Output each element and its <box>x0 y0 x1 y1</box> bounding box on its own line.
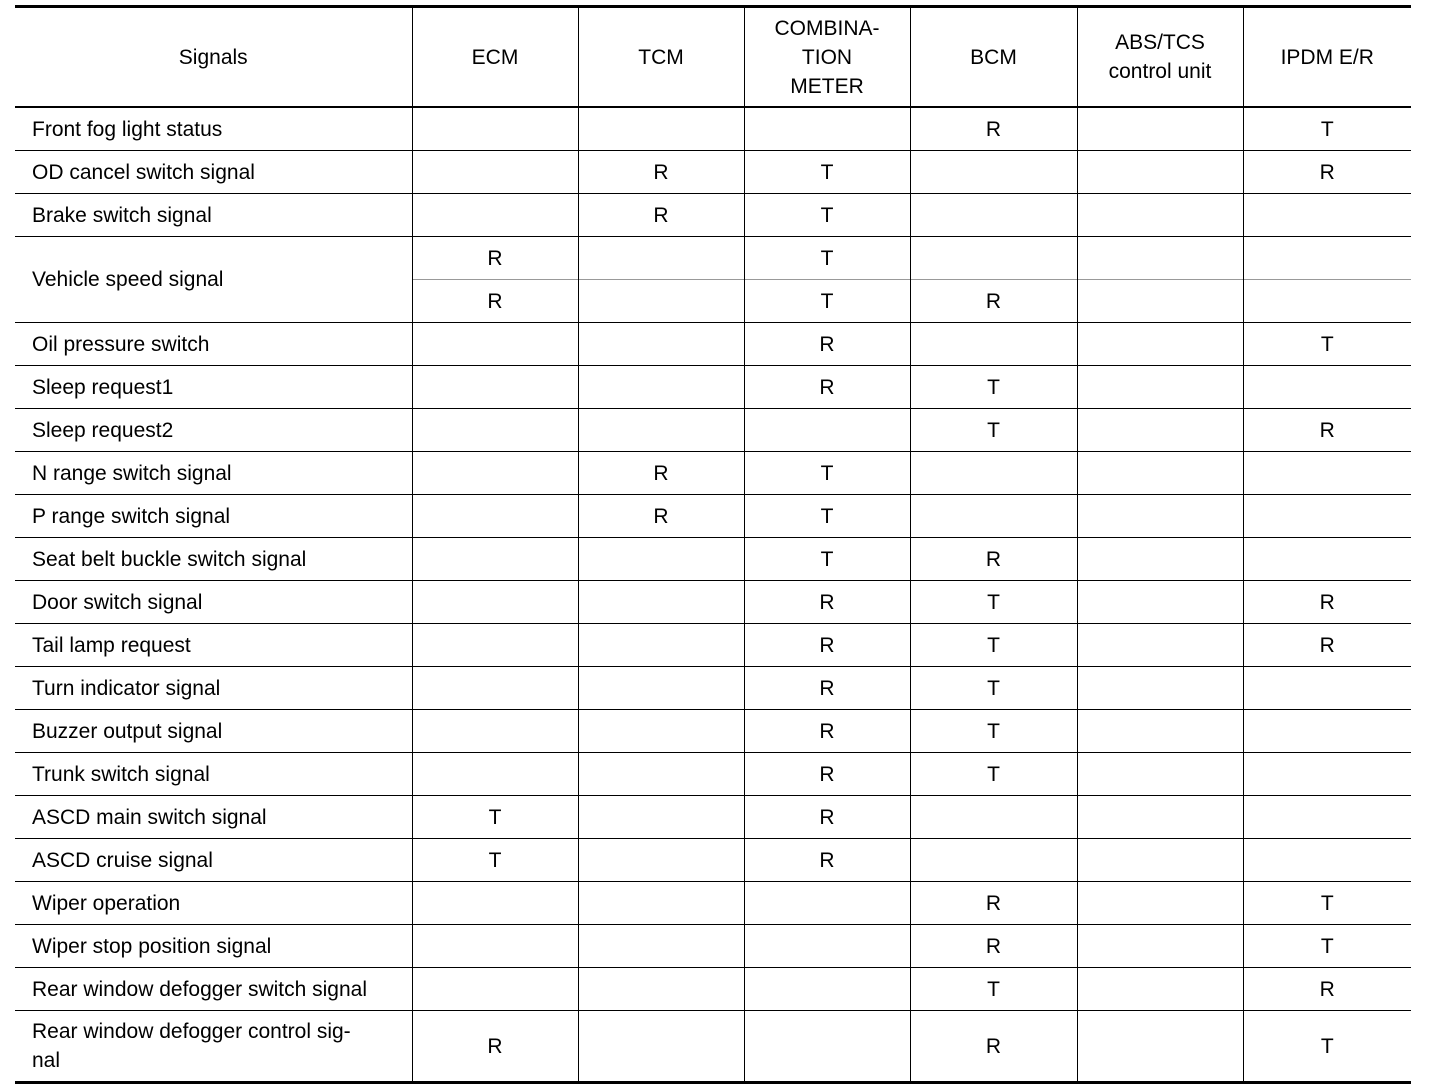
cell-tcm <box>578 882 744 925</box>
cell-ecm <box>412 925 578 968</box>
cell-meter <box>744 107 910 151</box>
signal-name-cell: Seat belt buckle switch signal <box>15 538 412 581</box>
cell-ipdm: T <box>1243 323 1411 366</box>
cell-abs <box>1077 710 1243 753</box>
signal-name-cell: P range switch signal <box>15 495 412 538</box>
cell-ecm <box>412 581 578 624</box>
signal-name-cell: Door switch signal <box>15 581 412 624</box>
signal-name-cell: Buzzer output signal <box>15 710 412 753</box>
cell-abs <box>1077 107 1243 151</box>
signal-name-cell <box>15 1011 412 1083</box>
table-row <box>15 968 1411 1011</box>
cell-ipdm <box>1243 194 1411 237</box>
cell-abs <box>1077 366 1243 409</box>
cell-abs <box>1077 280 1243 323</box>
cell-ipdm: T <box>1243 925 1411 968</box>
header-ipdm: IPDM E/R <box>1243 7 1411 108</box>
cell-ipdm <box>1243 452 1411 495</box>
cell-abs <box>1077 581 1243 624</box>
cell-bcm: R <box>910 925 1077 968</box>
table-row <box>15 107 1411 151</box>
cell-ipdm <box>1243 280 1411 323</box>
signal-name-cell: Wiper stop position signal <box>15 925 412 968</box>
cell-ipdm: R <box>1243 968 1411 1011</box>
cell-ipdm: T <box>1243 107 1411 151</box>
signal-name-cell: Sleep request2 <box>15 409 412 452</box>
signal-name-cell: Sleep request1 <box>15 366 412 409</box>
cell-tcm <box>578 667 744 710</box>
table-row <box>15 237 1411 280</box>
signal-name-cell: Tail lamp request <box>15 624 412 667</box>
cell-abs <box>1077 753 1243 796</box>
cell-abs <box>1077 538 1243 581</box>
table-row <box>15 925 1411 968</box>
cell-bcm: R <box>910 280 1077 323</box>
cell-ecm <box>412 194 578 237</box>
cell-abs <box>1077 452 1243 495</box>
cell-tcm <box>578 581 744 624</box>
signal-name-cell: Vehicle speed signal <box>15 237 412 323</box>
cell-meter <box>744 925 910 968</box>
table-row <box>15 581 1411 624</box>
cell-ipdm: R <box>1243 624 1411 667</box>
cell-ecm: R <box>412 1011 578 1083</box>
cell-tcm <box>578 753 744 796</box>
table-row <box>15 667 1411 710</box>
signal-name-cell: ASCD main switch signal <box>15 796 412 839</box>
cell-bcm <box>910 151 1077 194</box>
cell-bcm <box>910 495 1077 538</box>
cell-meter: T <box>744 151 910 194</box>
cell-tcm: R <box>578 495 744 538</box>
cell-bcm: T <box>910 624 1077 667</box>
cell-abs <box>1077 796 1243 839</box>
cell-bcm: T <box>910 409 1077 452</box>
cell-meter: R <box>744 839 910 882</box>
table-row <box>15 796 1411 839</box>
header-row <box>15 7 1411 108</box>
cell-tcm <box>578 968 744 1011</box>
header-combination-meter: COMBINA- TION METER <box>744 7 910 108</box>
cell-bcm <box>910 452 1077 495</box>
cell-meter: T <box>744 194 910 237</box>
cell-tcm: R <box>578 151 744 194</box>
cell-meter: T <box>744 237 910 280</box>
cell-ecm <box>412 882 578 925</box>
cell-ipdm <box>1243 366 1411 409</box>
cell-meter <box>744 1011 910 1083</box>
cell-tcm <box>578 796 744 839</box>
cell-bcm: T <box>910 710 1077 753</box>
signal-name-cell: Brake switch signal <box>15 194 412 237</box>
cell-meter: T <box>744 280 910 323</box>
cell-meter: R <box>744 753 910 796</box>
cell-ipdm: R <box>1243 581 1411 624</box>
signal-name-cell: Rear window defogger switch signal <box>15 968 412 1011</box>
cell-abs <box>1077 194 1243 237</box>
cell-abs <box>1077 409 1243 452</box>
cell-tcm <box>578 710 744 753</box>
cell-ipdm <box>1243 667 1411 710</box>
signal-name-cell: Turn indicator signal <box>15 667 412 710</box>
table-row <box>15 839 1411 882</box>
cell-ecm: R <box>412 237 578 280</box>
cell-bcm <box>910 237 1077 280</box>
cell-abs <box>1077 667 1243 710</box>
can-communication-signal-table <box>15 5 1411 1084</box>
cell-ipdm: T <box>1243 882 1411 925</box>
cell-bcm: R <box>910 538 1077 581</box>
cell-ipdm: R <box>1243 151 1411 194</box>
cell-ecm <box>412 667 578 710</box>
cell-bcm <box>910 839 1077 882</box>
cell-bcm: T <box>910 366 1077 409</box>
signal-name-cell: ASCD cruise signal <box>15 839 412 882</box>
cell-tcm: R <box>578 452 744 495</box>
cell-bcm: R <box>910 107 1077 151</box>
cell-meter: R <box>744 581 910 624</box>
cell-bcm: T <box>910 753 1077 796</box>
cell-ipdm <box>1243 796 1411 839</box>
cell-bcm <box>910 194 1077 237</box>
cell-meter: R <box>744 366 910 409</box>
table-row <box>15 366 1411 409</box>
cell-meter: R <box>744 624 910 667</box>
table-row <box>15 151 1411 194</box>
cell-bcm: T <box>910 581 1077 624</box>
cell-ipdm <box>1243 839 1411 882</box>
cell-ecm <box>412 753 578 796</box>
cell-bcm <box>910 796 1077 839</box>
table-row <box>15 1011 1411 1083</box>
cell-ecm: T <box>412 796 578 839</box>
cell-meter <box>744 409 910 452</box>
cell-meter: R <box>744 796 910 839</box>
table-body <box>15 107 1411 1083</box>
signal-name-cell: Wiper operation <box>15 882 412 925</box>
signal-name-cell: Front fog light status <box>32 117 223 141</box>
cell-abs <box>1077 151 1243 194</box>
cell-meter <box>744 968 910 1011</box>
cell-meter: R <box>744 667 910 710</box>
cell-ecm <box>412 710 578 753</box>
cell-tcm: R <box>578 194 744 237</box>
cell-ecm <box>412 624 578 667</box>
cell-ecm: R <box>412 280 578 323</box>
cell-abs <box>1077 882 1243 925</box>
cell-tcm <box>578 107 744 151</box>
cell-ecm <box>412 366 578 409</box>
cell-bcm: R <box>910 882 1077 925</box>
cell-ecm <box>412 323 578 366</box>
cell-abs <box>1077 925 1243 968</box>
cell-ecm <box>412 495 578 538</box>
table-row <box>15 538 1411 581</box>
table-row <box>15 495 1411 538</box>
cell-ecm <box>412 538 578 581</box>
signal-name-cell: Trunk switch signal <box>15 753 412 796</box>
cell-meter: R <box>744 323 910 366</box>
table-row <box>15 194 1411 237</box>
cell-meter <box>744 882 910 925</box>
cell-ecm <box>412 409 578 452</box>
cell-ipdm <box>1243 538 1411 581</box>
table-row <box>15 409 1411 452</box>
cell-tcm <box>578 237 744 280</box>
cell-tcm <box>578 538 744 581</box>
cell-tcm <box>578 409 744 452</box>
header-ecm: ECM <box>412 7 578 108</box>
cell-bcm: R <box>910 1011 1077 1083</box>
table-row <box>15 710 1411 753</box>
cell-bcm: T <box>910 968 1077 1011</box>
signal-name-cell: Oil pressure switch <box>15 323 412 366</box>
cell-meter: T <box>744 452 910 495</box>
signal-name-line1: Rear window defogger control sig- <box>32 1020 351 1043</box>
header-tcm: TCM <box>578 7 744 108</box>
cell-meter: T <box>744 495 910 538</box>
table-row <box>15 323 1411 366</box>
table-row <box>15 452 1411 495</box>
cell-tcm <box>578 280 744 323</box>
signal-name-cell: OD cancel switch signal <box>15 151 412 194</box>
cell-tcm <box>578 323 744 366</box>
cell-ipdm: T <box>1243 1011 1411 1083</box>
header-bcm: BCM <box>910 7 1077 108</box>
cell-tcm <box>578 366 744 409</box>
cell-bcm: T <box>910 667 1077 710</box>
cell-abs <box>1077 495 1243 538</box>
table-row <box>15 882 1411 925</box>
cell-abs <box>1077 624 1243 667</box>
cell-ipdm <box>1243 237 1411 280</box>
signal-name-line2: nal <box>32 1049 61 1072</box>
cell-ipdm: R <box>1243 409 1411 452</box>
cell-abs <box>1077 839 1243 882</box>
header-signals: Signals <box>15 7 412 108</box>
cell-meter: T <box>744 538 910 581</box>
cell-ipdm <box>1243 710 1411 753</box>
cell-ipdm <box>1243 495 1411 538</box>
header-abs-tcs: ABS/TCS control unit <box>1077 7 1243 108</box>
cell-meter: R <box>744 710 910 753</box>
cell-ecm <box>412 151 578 194</box>
cell-tcm <box>578 624 744 667</box>
cell-abs <box>1077 1011 1243 1083</box>
signal-name-cell: N range switch signal <box>15 452 412 495</box>
table-row <box>15 624 1411 667</box>
cell-abs <box>1077 968 1243 1011</box>
cell-ecm: T <box>412 839 578 882</box>
cell-tcm <box>578 1011 744 1083</box>
cell-bcm <box>910 323 1077 366</box>
cell-abs <box>1077 237 1243 280</box>
cell-ipdm <box>1243 753 1411 796</box>
cell-ecm <box>412 968 578 1011</box>
cell-ecm <box>412 452 578 495</box>
cell-abs <box>1077 323 1243 366</box>
cell-tcm <box>578 839 744 882</box>
cell-tcm <box>578 925 744 968</box>
table-row <box>15 753 1411 796</box>
cell-ecm <box>412 107 578 151</box>
